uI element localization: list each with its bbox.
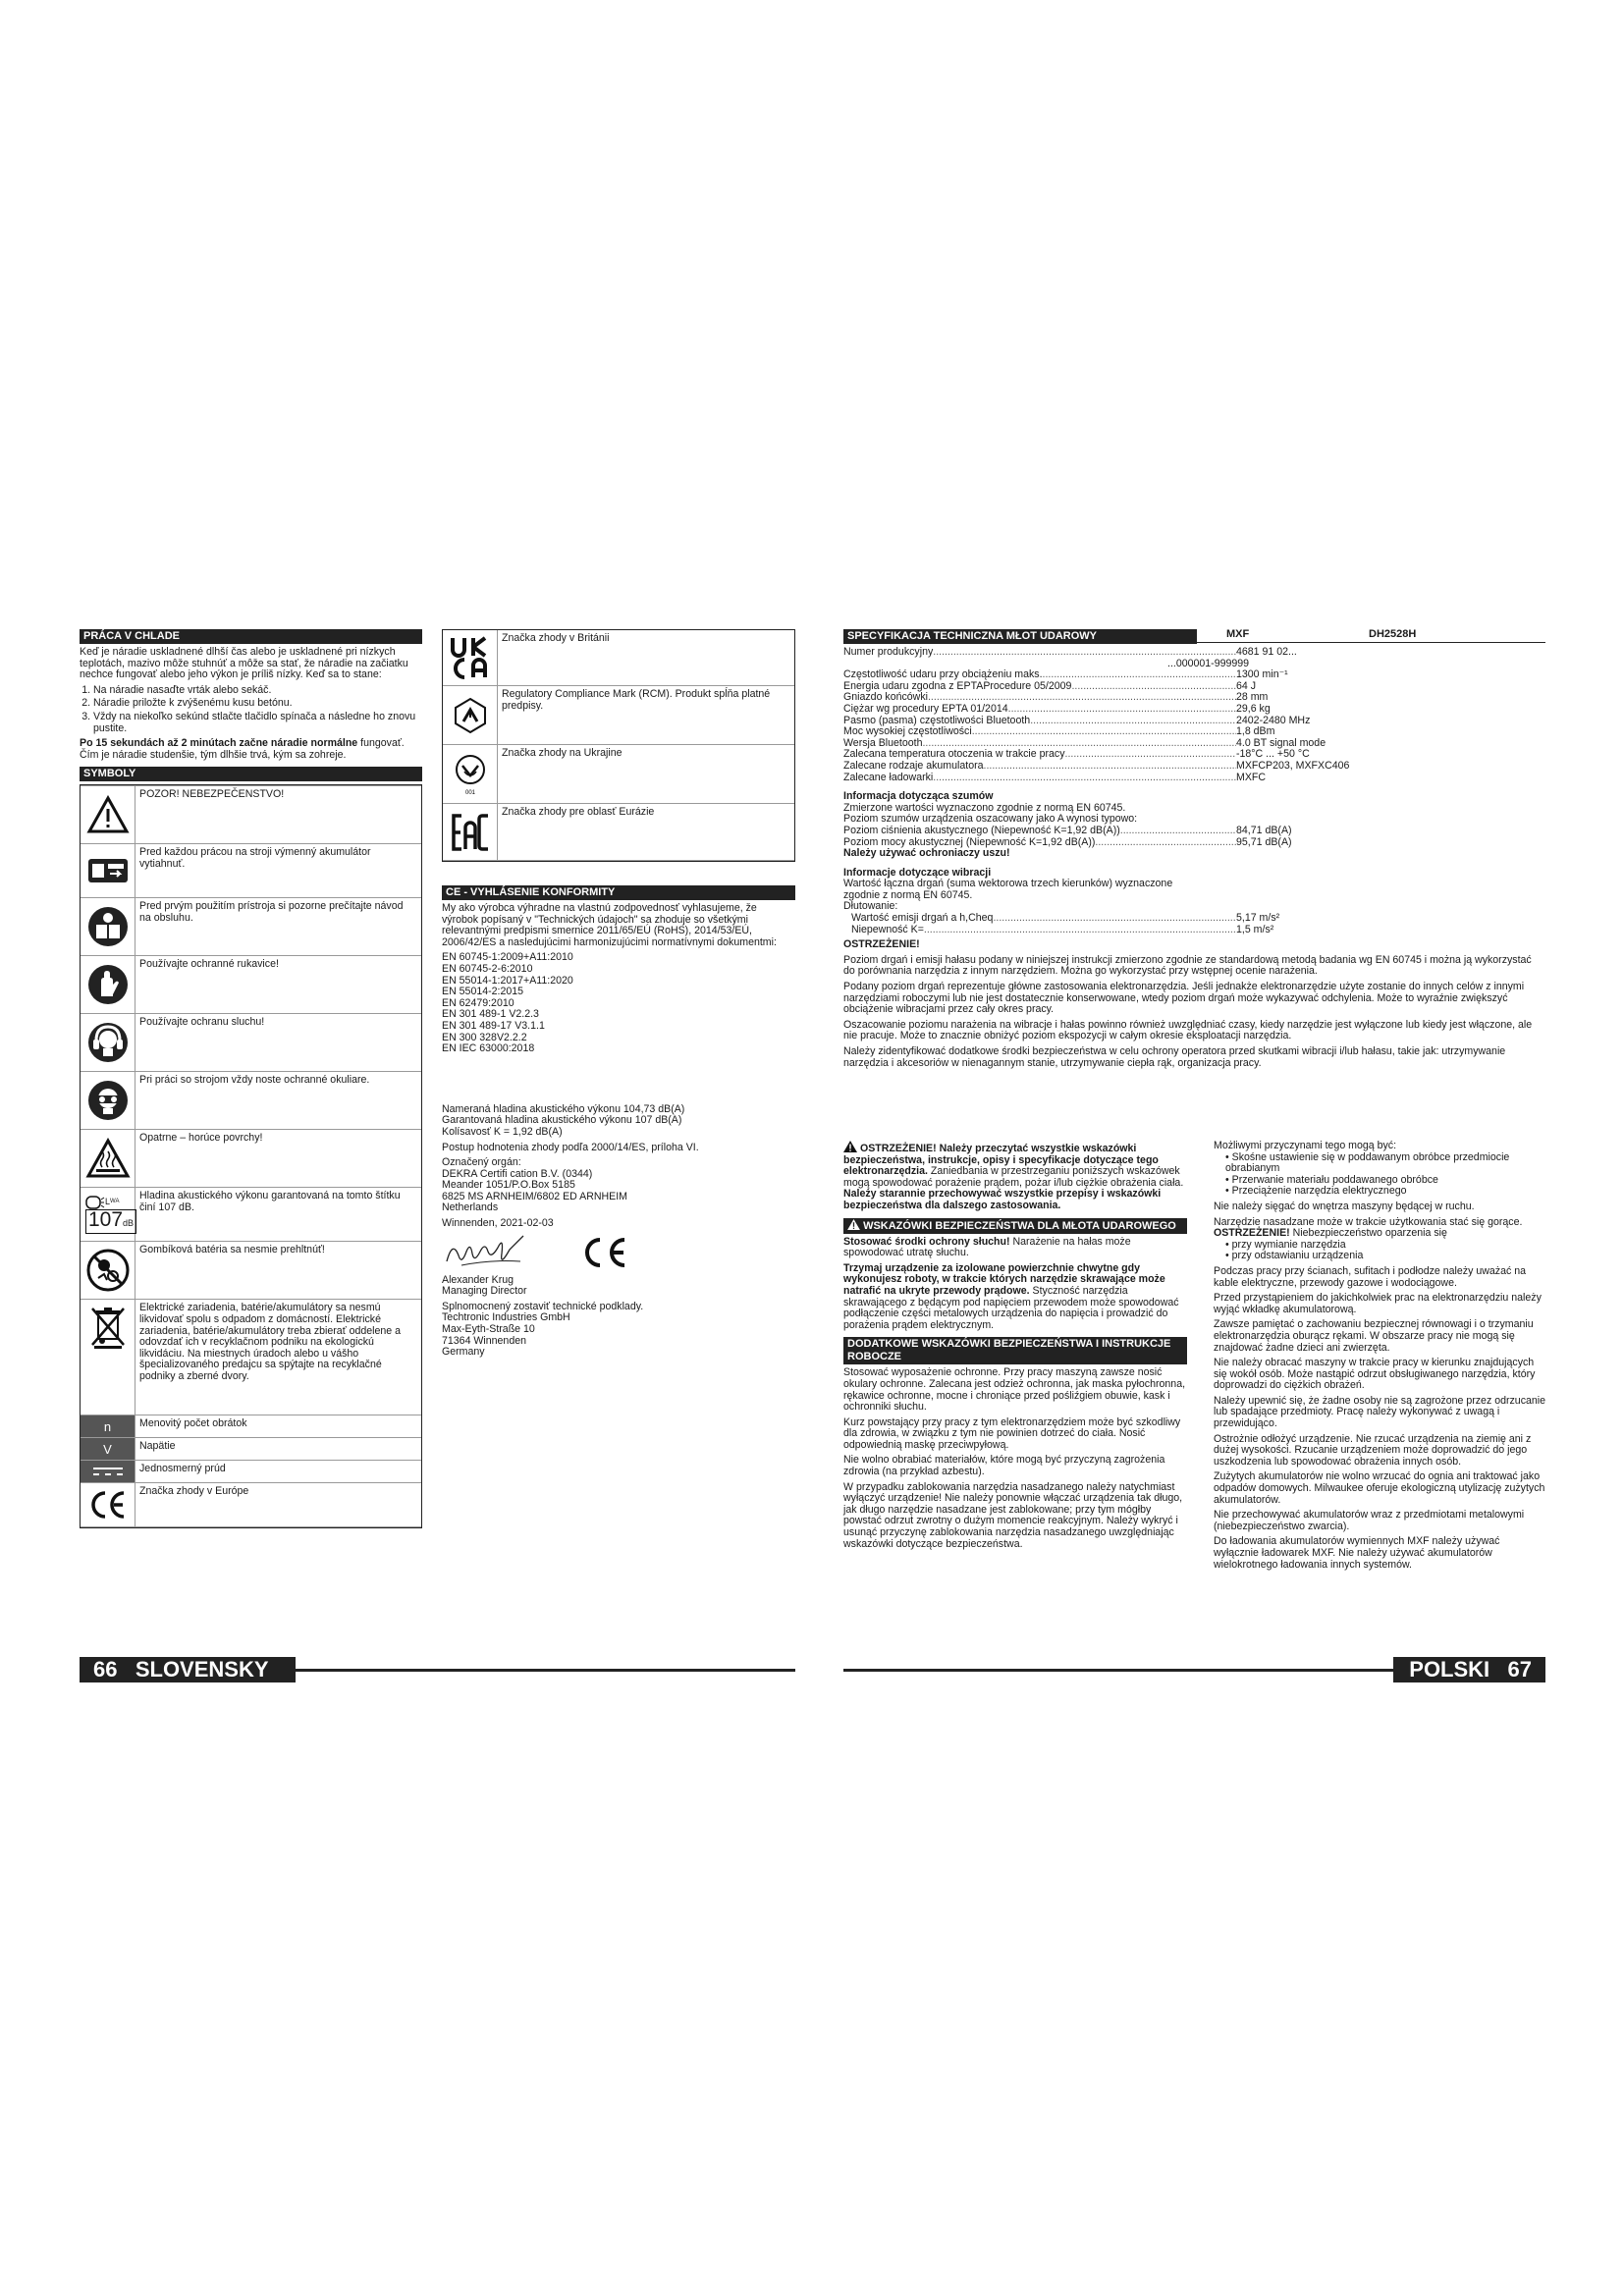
safety-para: Nie przechowywać akumulatorów wraz z przedmiotami metalowymi (niebezpieczeństwo zwarcia). (1214, 1509, 1525, 1532)
warning-para: Oszacowanie poziomu narażenia na wibracje i hałas powinno również uwzględniać czasy, kiedy narzędzie jest wyłączone lub kiedy jest włączone, ale nie pracuje. Może to znacznie obniżyć poziom ekspozycji w całym okresie eksploatacji narzędzia. (843, 1018, 1533, 1042)
spec-label: Zalecane ładowarki (843, 772, 934, 783)
measured-level: Nameraná hladina akustického výkonu 104,73 dB(A) (442, 1102, 685, 1115)
v-symbol: V (81, 1438, 135, 1460)
safety-column-2 (1214, 1141, 1547, 1575)
noise-block (843, 791, 1374, 860)
symbol-text: Pred prvým použitím prístroja si pozorne prečítajte návod na obsluhu. (139, 900, 404, 924)
warning-para: Należy zidentyfikować dodatkowe środki bezpieczeństwa w celu ochrony operatora przed skutkami wibracji i/lub hałasu, takie jak: utrzymywanie narzędzia i akcesoriów w nienagannym stanie, utrzymywanie ciepła rąk, organizacja pracy. (843, 1045, 1506, 1069)
cold-steps (80, 685, 422, 734)
symbol-row (81, 1241, 421, 1299)
docs-line: Germany (442, 1346, 485, 1359)
spec-label: Częstotliwość udaru przy obciążeniu maks. (843, 669, 1043, 681)
warning-para: Podany poziom drgań reprezentuje główne zastosowania elektronarzędzia. Jeśli jednakże elektronarzędzie użyte zostanie do innych celów z innymi narzędziami roboczymi lub nie jest dostatecznie konserwowane, wtedy poziom drgań może wykazywać odchylenia. Może to wyraźnie zwiększyć obciążenie wibracjami przez cały okres pracy. (843, 981, 1525, 1016)
page-number: 67 (1507, 1657, 1532, 1682)
warning-triangle-icon (81, 786, 135, 843)
standard: EN 300 328V2.2.2 (442, 1031, 527, 1043)
docs-line: 71364 Winnenden (442, 1334, 526, 1347)
list-item: • przy wymianie narzędzia (1225, 1240, 1547, 1252)
marks-table (442, 629, 795, 862)
ce-intro: My ako výrobca výhradne na vlastnú zodpovednosť vyhlasujeme, že výrobok popísaný v "Technických údajoch" sa zhoduje so všetkými relevantnými predpismi smernice 2011/65/EÚ (RoHS), 2014/53/EÚ, 2006/42/ES a nasledujúcimi harmonizujúcimi normatívnymi dokumentmi: (442, 902, 777, 948)
spec-row (843, 681, 1374, 693)
mark-text: Regulatory Compliance Mark (RCM). Produkt spĺňa platné predpisy. (502, 688, 771, 712)
hammer-title: WSKAZÓWKI BEZPIECZEŃSTWA DLA MŁOTA UDAROWEGO (863, 1219, 1176, 1232)
db-value: 107 (88, 1207, 124, 1231)
notified-line: Netherlands (442, 1201, 499, 1214)
gloves-icon (81, 956, 135, 1013)
mark-text: Značka zhody v Británii (502, 632, 610, 644)
safety-para: Ostrożnie odłożyć urządzenie. Nie rzucać urządzenia na ziemię ani z dużej wysokości. Rzucanie urządzeniem może doprowadzić do jego uszkodzenia lub spowodować obrażenia innych osób. (1214, 1432, 1532, 1468)
ear-protection-icon (81, 1014, 135, 1071)
safety-para: Do ładowania akumulatorów wymiennych MXF należy używać wyłącznie ładowarek MXF. Nie należy używać akumulatorów wielokrotnego ładowania innych systemów. (1214, 1535, 1500, 1571)
footer-rule (843, 1669, 1393, 1672)
symbol-row (81, 1013, 421, 1071)
symbol-row (81, 1482, 421, 1527)
no-reach: Nie należy sięgać do wnętrza maszyny będącej w ruchu. (1214, 1200, 1475, 1212)
additional-para: Kurz powstający przy pracy z tym elektronarzędziem może być szkodliwy dla zdrowia, w związku z tym nie powinien dotrzeć do ciała. Nosić odpowiednią maskę przeciwpyłową. (843, 1415, 1181, 1451)
vibration-value: 5,17 m/s² (1236, 913, 1280, 925)
spec-row (843, 647, 1374, 659)
ce-logo-icon (579, 1236, 630, 1269)
noise-line: Zmierzone wartości wyznaczono zgodnie z normą EN 60745. (843, 801, 1126, 814)
read-warning-text: Zaniedbania w przestrzeganiu poniższych wskazówek mogą spowodować porażenie prądem, pożar i/lub ciężkie obrażenia ciała. (843, 1165, 1184, 1189)
symbol-text: Pred každou prácou na stroji výmenný akumulátor vytiahnuť. (139, 846, 371, 870)
vibration-line: Wartość łączna drgań (suma wektorowa trzech kierunków) wyznaczone (843, 878, 1173, 890)
cold-after-rest: fungovať. Čím je náradie studenšie, tým dlhšie trvá, kým sa zohreje. (80, 737, 405, 761)
mark-row (443, 744, 794, 803)
warning-para: Poziom drgań i emisji hałasu podany w niniejszej instrukcji zmierzono zgodnie ze standardową metodą badania wg EN 60745 i można ją wykorzystać do porównania narzędzia z innym narzędziem. Można go wykorzystać przy wstępnej ocenie narażenia. (843, 953, 1532, 978)
symbol-text: Značka zhody v Európe (139, 1485, 249, 1498)
spec-value: 64 J (1236, 680, 1257, 692)
hot-surface-icon (81, 1130, 135, 1187)
notified-line: Označený orgán: (442, 1156, 521, 1169)
weee-bin-icon (81, 1300, 135, 1415)
vibration-line: zgodnie z normą EN 60745. (843, 888, 973, 901)
safety-para: Podczas pracy przy ścianach, sufitach i podłodze należy uważać na kable elektryczne, przewody gazowe i wodociągowe. (1214, 1264, 1526, 1289)
spec-table (843, 647, 1374, 783)
section-header: PRÁCA V CHLADE (80, 629, 422, 644)
db-unit: dB (123, 1217, 135, 1228)
list-item: • Przeciążenie narzędzia elektrycznego (1225, 1186, 1547, 1198)
safety-para: Zawsze pamiętać o zachowaniu bezpiecznej równowagi i o trzymaniu elektronarzędzia oburącz rękami. W obszarze pracy nie mogą się znajdować żadne dzieci ani zwierzęta. (1214, 1318, 1534, 1354)
spec-value: 2402-2480 MHz (1236, 715, 1311, 726)
warning-block (843, 939, 1545, 1069)
sound-power-icon (81, 1188, 135, 1241)
symbol-row (81, 1129, 421, 1187)
vibration-label: Niepewność K= (851, 924, 924, 935)
vibration-label: Wartość emisji drgań a h,Cheq (851, 913, 994, 925)
symbol-text: Používajte ochranu sluchu! (139, 1016, 265, 1029)
symbol-text: Menovitý počet obrátok (139, 1417, 247, 1430)
list-item: 3. Vždy na niekoľko sekúnd stlačte tlačidlo spínača a následne ho znovu pustite. (93, 712, 422, 734)
rcm-icon (443, 686, 498, 744)
spec-header (843, 629, 1197, 644)
spec-label: Moc wysokiej częstotliwości (843, 726, 972, 738)
hot-list (1214, 1240, 1547, 1262)
symbol-row (81, 1187, 421, 1241)
spec-row (843, 738, 1374, 750)
signer-name: Alexander Krug (442, 1273, 514, 1286)
spec-value: 1300 min⁻¹ (1236, 669, 1288, 681)
mark-row (443, 803, 794, 861)
spec-value: MXFC (1236, 772, 1267, 783)
hot-warning (1214, 1228, 1547, 1240)
notified-line: 6825 MS ARNHEIM/6802 ED ARNHEIM (442, 1190, 627, 1202)
place-date: Winnenden, 2021-02-03 (442, 1217, 554, 1230)
list-item: • Przerwanie materiału poddawanego obróbce (1225, 1175, 1547, 1187)
safety-column-1 (843, 1141, 1187, 1554)
hammer-bold: Stosować środki ochrony słuchu! (843, 1235, 1010, 1248)
noise-title: Informacja dotycząca szumów (843, 790, 994, 803)
symbol-text: Elektrické zariadenia, batérie/akumulátory sa nesmú likvidovať spolu s odpadom z domácností. Elektrické zariadenia, batérie/akumulátory treba zbierať oddelene a odovzdať ich v recyklačnom podniku na ekologickú likvidáciu. Na miestnych úradoch alebo u vášho špecializovaného predajcu sa spýtajte na recyklačné podniky a zberné dvory. (139, 1302, 402, 1382)
spec-label: Wersja Bluetooth (843, 737, 923, 749)
dc-symbol (81, 1461, 135, 1482)
signer (442, 1275, 795, 1298)
symbol-text: Hladina akustického výkonu garantovaná na tomto štítku činí 107 dB. (139, 1190, 401, 1213)
list-item: • przy odstawianiu urządzenia (1225, 1251, 1547, 1262)
spec-label: Zalecana temperatura otoczenia w trakcie pracy (843, 749, 1065, 761)
symbol-text: POZOR! NEBEZPEČENSTVO! (139, 788, 285, 801)
spec-label: Zalecane rodzaje akumulatora (843, 760, 984, 772)
hammer-text: Styczność narzędzia skrawającego z będącym pod napięciem przewodem może spowodować podłączenie części metalowych urządzenia do napięcia i prowadzić do porażenia prądem elektrycznym. (843, 1284, 1179, 1331)
language-label: POLSKI (1409, 1657, 1490, 1682)
spec-row (843, 669, 1374, 681)
read-manual-icon (81, 898, 135, 955)
mark-row (443, 630, 794, 685)
symbol-row (81, 1071, 421, 1129)
page-footer-left (80, 1657, 296, 1682)
read-warning-bold2: Należy starannie przechowywać wszystkie przepisy i wskazówki bezpieczeństwa dla dalszego zastosowania. (843, 1188, 1162, 1211)
list-item: • Skośne ustawienie się w poddawanym obróbce przedmiocie obrabianym (1225, 1152, 1547, 1175)
spec-value: 28 mm (1236, 692, 1269, 704)
hot-notice: Narzędzie nasadzane może w trakcie użytkowania stać się gorące. (1214, 1215, 1523, 1228)
technical-docs (442, 1302, 795, 1359)
spec-label: Gniazdo końcówki (843, 692, 928, 704)
spec-col1: MXF (1226, 628, 1250, 640)
additional-para: Stosować wyposażenie ochronne. Przy pracy maszyną zawsze nosić okulary ochronne. Zalecana jest odzież ochronna, jak maska pyłochronna, rękawice ochronne, mocne i chroniące przed pośliźgiem obuwie, kask i ochronniki słuchu. (843, 1366, 1186, 1414)
mark-text: Značka zhody pre oblasť Eurázie (502, 806, 655, 818)
marks-and-ce-section (442, 629, 795, 1359)
hot-warning-text: Niebezpieczeństwo oparzenia się (1292, 1227, 1447, 1240)
spec-value: 4681 91 02... (1236, 647, 1297, 658)
symbol-text: Napätie (139, 1440, 176, 1453)
standard: EN 301 489-1 V2.2.3 (442, 1008, 539, 1021)
standards-list (442, 952, 795, 1054)
vibration-title: Informacje dotyczące wibracji (843, 866, 992, 879)
hammer-text: Narażenie na hałas może spowodować utratę słuchu. (843, 1235, 1131, 1259)
list-item: 2. Náradie priložte k zvýšenému kusu betónu. (93, 698, 422, 710)
spec-value: 4.0 BT signal mode (1236, 737, 1326, 749)
spec-title: SPECYFIKACJA TECHNICZNA MŁOT UDAROWY (847, 630, 1098, 642)
cold-after-bold: Po 15 sekundách až 2 minútach začne náradie normálne (80, 737, 358, 750)
docs-line: Splnomocnený zostaviť technické podklady. (442, 1300, 644, 1312)
hammer-para (843, 1263, 1187, 1332)
vibration-row (843, 925, 1374, 936)
symbol-text: Pri práci so strojom vždy noste ochranné okuliare. (139, 1074, 370, 1087)
read-warning (843, 1141, 1187, 1212)
notified-line: DEKRA Certifi cation B.V. (0344) (442, 1167, 593, 1180)
spec-value: ...000001-999999 (1167, 658, 1250, 669)
procedure: Postup hodnotenia zhody podľa 2000/14/ES, príloha VI. (442, 1141, 699, 1153)
lwa-label: L (105, 1197, 111, 1207)
spec-label: Ciężar wg procedury EPTA 01/2014 (843, 703, 1008, 715)
eac-icon (443, 804, 498, 860)
spec-value: 29,6 kg (1236, 703, 1271, 715)
standard: EN IEC 63000:2018 (442, 1042, 535, 1055)
spec-value: MXFCP203, MXFXC406 (1236, 760, 1350, 772)
safety-para: Należy upewnić się, że żadne osoby nie są zagrożone przez odrzucanie lub spadające przedmioty. Pracę należy wykonywać z uwagą i przewidująco. (1214, 1394, 1546, 1430)
noise-value: 84,71 dB(A) (1236, 825, 1292, 836)
hammer-para (843, 1237, 1187, 1259)
mark-row (443, 685, 794, 744)
standard: EN 60745-2-6:2010 (442, 962, 533, 975)
guaranteed-level: Garantovaná hladina akustického výkonu 107 dB(A) (442, 1114, 682, 1127)
causes-intro: Możliwymi przyczynami tego mogą być: (1214, 1140, 1397, 1151)
hammer-bold: Trzymaj urządzenie za izolowane powierzchnie chwytne gdy wykonujesz roboty, w trakcie których narzędzie skrawające może natrafić na ukryte przewody prądowe. (843, 1261, 1165, 1297)
mark-text: Značka zhody na Ukrajine (502, 747, 623, 759)
noise-row (843, 826, 1374, 837)
spec-row (843, 659, 1374, 670)
causes-list (1214, 1152, 1547, 1198)
list-item: 1. Na náradie nasaďte vrták alebo sekáč. (93, 685, 422, 697)
section-header: SYMBOLY (80, 767, 422, 781)
spec-value: -18°C ... +50 °C (1236, 749, 1310, 761)
hammer-header (843, 1218, 1187, 1234)
additional-para: Nie wolno obrabiać materiałów, które mogą być przyczyną zagrożenia zdrowia (na przykład azbestu). (843, 1454, 1165, 1478)
standard: EN 55014-2:2015 (442, 986, 524, 998)
noise-label: Poziom ciśnienia akustycznego (Niepewność K=1,92 dB(A)) (843, 825, 1120, 836)
noise-label: Poziom mocy akustycznej (Niepewność K=1,92 dB(A)) (843, 836, 1096, 848)
standard: EN 301 489-17 V3.1.1 (442, 1019, 545, 1032)
spec-label: Pasmo (pasma) częstotliwości Bluetooth (843, 715, 1031, 726)
symbol-row (81, 955, 421, 1013)
symbol-row (81, 1299, 421, 1415)
additional-para: W przypadku zablokowania narzędzia nasadzanego należy natychmiast wyłączyć urządzenie! Nie należy ponownie włączać urządzenia tak długo, jak długo narzędzie nasadzane jest zablokowane; przy tym mógłby powstać odrzut zwrotny o dużym momencie reakcyjnym. Należy wykryć i usunąć przyczynę zablokowania narzędzia nasadzanego uwzględniając wskazówki dotyczące bezpieczeństwa. (843, 1480, 1183, 1550)
symbol-text: Jednosmerný prúd (139, 1463, 226, 1475)
standard: EN 62479:2010 (442, 996, 514, 1009)
ukca-icon (443, 630, 498, 685)
ce-mark-icon (81, 1483, 135, 1526)
ukraine-mark-icon (443, 745, 498, 803)
section-header: CE - VYHLÁSENIE KONFORMITY (442, 885, 795, 900)
noise-line: Poziom szumów urządzenia oszacowany jako A wynosi typowo: (843, 813, 1138, 826)
cold-intro: Keď je náradie uskladnené dlhší čas alebo je uskladnené pri nízkych teplotách, mazivo môže stuhnúť a môže sa stať, že náradie na začiatku nechce fungovať alebo jeho výkon je príliš nízky. Keď sa to stane: (80, 646, 408, 681)
spec-row (843, 692, 1374, 704)
docs-line: Techtronic Industries GmbH (442, 1311, 570, 1324)
symbol-text: Gombíková batéria sa nesmie prehltnúť! (139, 1244, 325, 1256)
cold-work-section (80, 629, 422, 1528)
standard: EN 60745-1:2009+A11:2010 (442, 951, 573, 964)
spec-section (843, 629, 1545, 1073)
spec-row (843, 761, 1374, 773)
footer-rule (296, 1669, 795, 1672)
spec-row (843, 704, 1374, 716)
hot-warning-bold: OSTRZEŻENIE! (1214, 1227, 1290, 1240)
symbol-text: Používajte ochranné rukavice! (139, 958, 279, 971)
spec-row (843, 726, 1374, 738)
spec-row (843, 773, 1374, 784)
n-symbol: n (81, 1415, 135, 1437)
spec-row (843, 716, 1374, 727)
safety-para: Przed przystąpieniem do jakichkolwiek prac na elektronarzędziu należy wyjąć wkładkę akumulatorową. (1214, 1292, 1542, 1315)
spec-row (843, 749, 1374, 761)
warning-triangle-icon (847, 1219, 860, 1230)
spec-col2: DH2528H (1369, 628, 1417, 640)
spec-value: 1,8 dBm (1236, 726, 1275, 738)
docs-line: Max-Eyth-Straße 10 (442, 1323, 535, 1336)
battery-remove-icon (81, 844, 135, 897)
signer-role: Managing Director (442, 1285, 527, 1298)
spec-label: Numer produkcyjny (843, 647, 934, 658)
page-number: 66 (93, 1657, 118, 1682)
warning-title: OSTRZEŻENIE! (843, 938, 920, 951)
lwa-sub: WA (110, 1199, 120, 1205)
symbol-text: Opatrne – horúce povrchy! (139, 1132, 263, 1145)
cold-after (80, 738, 422, 761)
read-warning-bold: OSTRZEŻENIE! Należy przeczytać wszystkie wskazówki bezpieczeństwa, instrukcje, opisy i specyfikacje dotyczące tego elektronarzędzia. (843, 1143, 1159, 1178)
symbol-row (81, 843, 421, 897)
symbol-row (81, 1415, 421, 1437)
warning-triangle-icon (843, 1141, 857, 1152)
button-cell-icon (81, 1242, 135, 1299)
symbol-row (81, 1437, 421, 1460)
symbols-table (80, 784, 422, 1528)
vibration-line: Dłutowanie: (843, 900, 898, 913)
signature (442, 1232, 550, 1273)
language-label: SLOVENSKY (135, 1657, 269, 1682)
goggles-icon (81, 1072, 135, 1129)
standard: EN 55014-1:2017+A11:2020 (442, 974, 573, 987)
svg-text:001: 001 (464, 789, 475, 796)
symbol-row (81, 785, 421, 843)
page-footer-right (1393, 1657, 1545, 1682)
symbol-row (81, 1460, 421, 1482)
vibration-value: 1,5 m/s² (1236, 924, 1274, 935)
spec-label: Energia udaru zgodna z EPTAProcedure 05/2009 (843, 680, 1072, 692)
safety-para: Zużytych akumulatorów nie wolno wrzucać do ognia ani traktować jako odpadów domowych. Milwaukee oferuje ekologiczną utylizację zużytych akumulatorów. (1214, 1470, 1545, 1506)
notified-body (442, 1157, 795, 1214)
safety-para: Nie należy obracać maszyny w trakcie pracy w kierunku znajdujących się wokół osób. Może nastąpić odrzut obsługiwanego narzędzia, który doprowadzi do ciężkich obrażeń. (1214, 1357, 1536, 1392)
symbol-row (81, 897, 421, 955)
additional-header: DODATKOWE WSKAZÓWKI BEZPIECZEŃSTWA I INSTRUKCJE ROBOCZE (843, 1337, 1187, 1364)
vibration-row (843, 913, 1374, 925)
noise-value: 95,71 dB(A) (1236, 836, 1292, 848)
uncertainty: Kolísavosť K = 1,92 dB(A) (442, 1125, 563, 1138)
vibration-block (843, 868, 1374, 936)
notified-line: Meander 1051/P.O.Box 5185 (442, 1179, 575, 1192)
ear-notice: Należy używać ochroniaczy uszu! (843, 847, 1010, 860)
